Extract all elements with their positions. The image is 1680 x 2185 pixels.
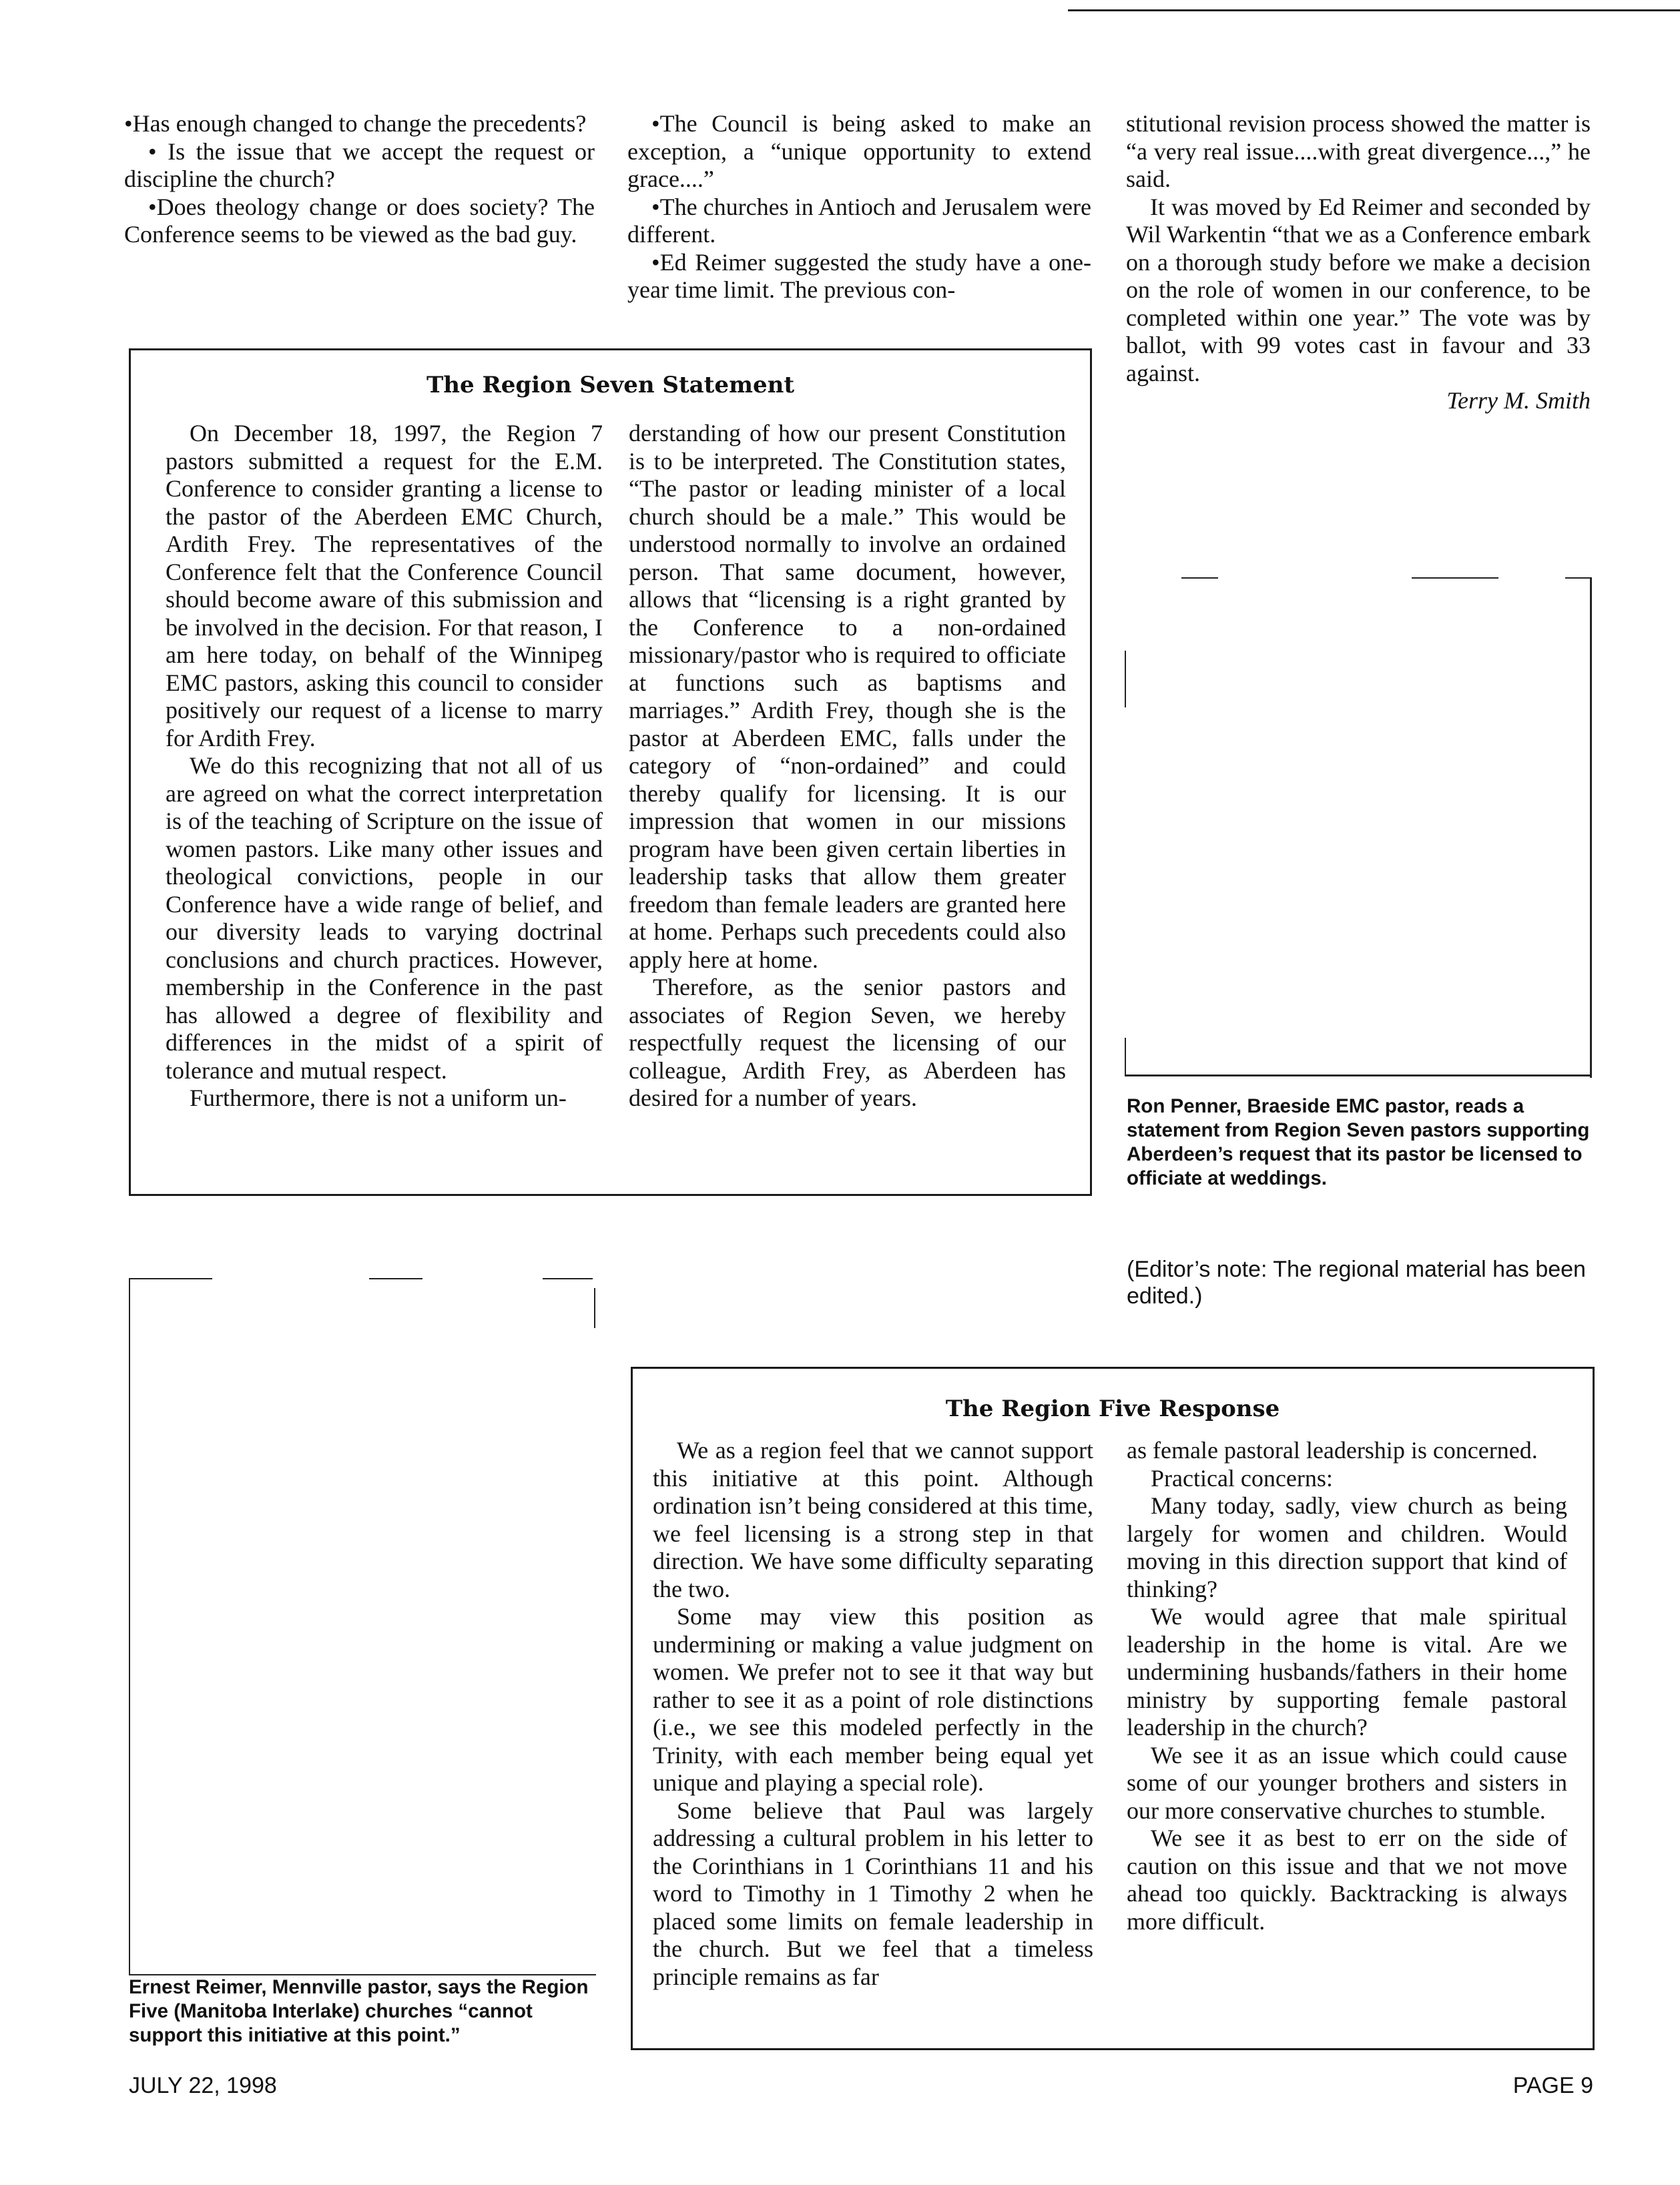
photo-frame-line bbox=[1125, 1038, 1126, 1076]
footer-page-number: PAGE 9 bbox=[1512, 2073, 1593, 2098]
top-rule bbox=[1068, 9, 1680, 11]
paragraph: •Ed Reimer suggested the study have a one-year time limit. The previous con- bbox=[627, 248, 1091, 303]
paragraph: Practical concerns: bbox=[1151, 1464, 1333, 1492]
photo-frame-line bbox=[1181, 577, 1218, 579]
region-seven-statement-box bbox=[129, 348, 1092, 1196]
paragraph: It was moved by Ed Reimer and seconded by Wil Warkentin “that we as a Conference embark on a thorough study before we make a decision on the role of women in our conference, to be completed within one year.” The vote was by ballot, with 99 votes cast in favour and 33 against. bbox=[1126, 193, 1591, 386]
top-column-1 bbox=[124, 110, 595, 249]
paragraph: •The Council is being asked to make an exception, a “unique opportunity to extend grace....” bbox=[627, 110, 1091, 192]
paragraph: •The churches in Antioch and Jerusalem were different. bbox=[627, 193, 1091, 248]
region-five-response-box bbox=[631, 1367, 1595, 2050]
statement-column-1 bbox=[166, 420, 603, 1113]
caption-ernest-reimer: Ernest Reimer, Mennville pastor, says the Region Five (Manitoba Interlake) churches “cannot support this initiative at this point.” bbox=[129, 1976, 589, 2046]
photo-frame-line bbox=[1412, 577, 1498, 579]
paragraph: Therefore, as the senior pastors and associates of Region Seven, we hereby respectfully request the licensing of our colleague, Ardith Frey, as Aberdeen has desired for a number of years. bbox=[629, 974, 1066, 1111]
response-column-1 bbox=[653, 1437, 1093, 1991]
photo-frame-line bbox=[1565, 577, 1592, 579]
response-column-2 bbox=[1127, 1437, 1567, 1935]
paragraph: We as a region feel that we cannot support this initiative at this point. Although ordination isn’t being considered at this time, we feel licensing is a strong step in that direction. We have some difficulty separating the two. bbox=[653, 1437, 1093, 1602]
photo-frame-line bbox=[1125, 1074, 1592, 1076]
paragraph: • Is the issue that we accept the request or discipline the church? bbox=[124, 137, 595, 192]
author-byline: Terry M. Smith bbox=[1446, 387, 1591, 414]
photo-frame-line bbox=[594, 1288, 595, 1328]
paragraph: •Does theology change or does society? The Conference seems to be viewed as the bad guy. bbox=[124, 193, 595, 248]
photo-ron-penner bbox=[1125, 571, 1592, 1078]
photo-frame-line bbox=[1125, 651, 1126, 707]
photo-frame-line bbox=[369, 1278, 423, 1279]
photo-frame-line bbox=[129, 1278, 212, 1279]
paragraph: as female pastoral leadership is concerned. bbox=[1127, 1437, 1538, 1464]
box-title: The Region Five Response bbox=[945, 1395, 1280, 1422]
photo-frame-line bbox=[1590, 577, 1592, 1078]
paragraph: derstanding of how our present Constitution is to be interpreted. The Constitution states, “The pastor or leading minister of a local church should be a male.” This would be understood normally to involve an ordained person. That same document, however, allows that “licensing is a right granted by the Conference to a non-ordained missionary/pastor who is required to officiate at functions such as baptisms and marriages.” Ardith Frey, though she is the pastor at Aberdeen EMC, falls under the category of “non-ordained” and could thereby qualify for licensing. It is our impression that women in our missions program have been given certain liberties in leadership tasks that allow them greater freedom than female leaders are granted here at home. Perhaps such precedents could also apply here at home. bbox=[629, 420, 1066, 973]
paragraph: We would agree that male spiritual leadership in the home is vital. Are we undermining husbands/fathers in their home ministry by supporting female pastoral leadership in the church? bbox=[1127, 1603, 1567, 1741]
editors-note: (Editor’s note: The regional material has been edited.) bbox=[1127, 1257, 1586, 1309]
photo-frame-line bbox=[129, 1278, 130, 1975]
top-column-2 bbox=[627, 110, 1091, 304]
statement-column-2 bbox=[629, 420, 1066, 1113]
paragraph: Furthermore, there is not a uniform un- bbox=[190, 1084, 567, 1111]
caption-ron-penner: Ron Penner, Braeside EMC pastor, reads a statement from Region Seven pastors supporting Aberdeen’s request that its pastor be licensed to officiate at weddings. bbox=[1127, 1095, 1590, 1189]
paragraph: •Has enough changed to change the precedents? bbox=[124, 110, 587, 137]
paragraph: Some believe that Paul was largely addressing a cultural problem in his letter to the Corinthians in 1 Corinthians 11 and his word to Timothy in 1 Timothy 2 when he placed some limits on female leadership in the church. But we feel that a timeless principle remains as far bbox=[653, 1797, 1093, 1990]
paragraph: On December 18, 1997, the Region 7 pastors submitted a request for the E.M. Conference to consider granting a license to the pastor of the Aberdeen EMC Church, Ardith Frey. The representatives of the Conference felt that the Conference Council should become aware of this submission and be involved in the decision. For that reason, I am here today, on behalf of the Winnipeg EMC pastors, asking this council to consider positively our request of a license to marry for Ardith Frey. bbox=[166, 420, 603, 751]
paragraph: We do this recognizing that not all of us are agreed on what the correct interpretation is of the teaching of Scripture on the issue of women pastors. Like many other issues and theological convictions, people in our Conference have a wide range of belief, and our diversity leads to varying doctrinal conclusions and church practices. However, membership in the Conference in the past has allowed a degree of flexibility and differences in the midst of a spirit of tolerance and mutual respect. bbox=[166, 752, 603, 1084]
paragraph: Many today, sadly, view church as being largely for women and children. Would moving in this direction support that kind of thinking? bbox=[1127, 1492, 1567, 1602]
box-title: The Region Seven Statement bbox=[426, 372, 795, 398]
top-column-3 bbox=[1126, 110, 1591, 415]
paragraph: We see it as best to err on the side of caution on this issue and that we not move ahead too quickly. Backtracking is always more difficult. bbox=[1127, 1825, 1567, 1935]
paragraph: stitutional revision process showed the matter is “a very real issue....with great divergence...,” he said. bbox=[1126, 110, 1591, 192]
paragraph: Some may view this position as undermining or making a value judgment on women. We prefer not to see it that way but rather to see it as a point of role distinctions (i.e., we see this modeled perfectly in the Trinity, with each member being equal yet unique and playing a special role). bbox=[653, 1603, 1093, 1796]
photo-ernest-reimer bbox=[129, 1271, 596, 1975]
footer-date: JULY 22, 1998 bbox=[129, 2073, 277, 2098]
paragraph: We see it as an issue which could cause some of our younger brothers and sisters in our more conservative churches to stumble. bbox=[1127, 1741, 1567, 1824]
photo-frame-line bbox=[543, 1278, 593, 1279]
